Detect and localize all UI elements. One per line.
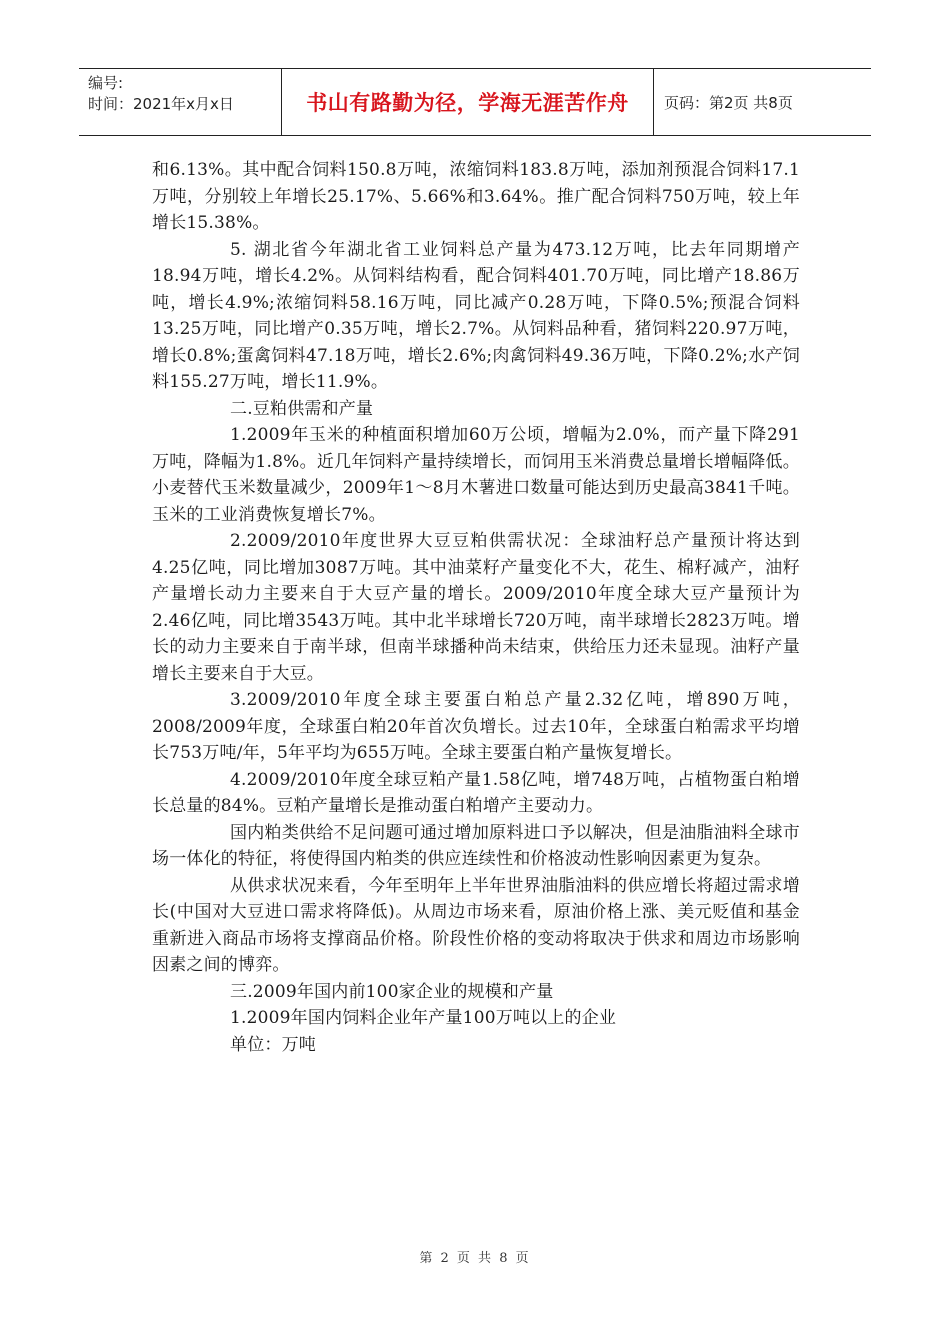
header-meta	[79, 69, 282, 135]
document-body	[152, 157, 800, 1058]
paragraph: 4.2009/2010年度全球豆粕产量1.58亿吨，增748万吨，占植物蛋白粕增长总量的84%。豆粕产量增长是推动蛋白粕增产主要动力。	[152, 769, 800, 816]
paragraph: 和6.13%。其中配合饲料150.8万吨，浓缩饲料183.8万吨，添加剂预混合饲料17.1万吨，分别较上年增长25.17%、5.66%和3.64%。推广配合饲料750万吨，较上年增长15.38%。	[152, 160, 800, 233]
page-footer: 第 2 页 共 8 页	[419, 1251, 531, 1266]
paragraph: 国内粕类供给不足问题可通过增加原料进口予以解决，但是油脂油料全球市场一体化的特征，将使得国内粕类的供应连续性和价格波动性影响因素更为复杂。	[152, 822, 800, 869]
paragraph: 5. 湖北省今年湖北省工业饲料总产量为473.12万吨，比去年同期增产18.94万吨，增长4.2%。从饲料结构看，配合饲料401.70万吨，同比增产18.86万吨，增长4.9%;浓缩饲料58.16万吨，同比减产0.28万吨，下降0.5%;预混合饲料13.25万吨，同比增产0.35万吨，增长2.7%。从饲料品种看，猪饲料220.97万吨，增长0.8%;蛋禽饲料47.18万吨，增长2.6%;肉禽饲料49.36万吨，下降0.2%;水产饲料155.27万吨，增长11.9%。	[152, 239, 800, 392]
header-page-label: 页码：第2页 共8页	[664, 93, 793, 112]
paragraph: 二.豆粕供需和产量	[230, 398, 374, 419]
page-header	[79, 68, 871, 136]
paragraph: 从供求状况来看，今年至明年上半年世界油脂油料的供应增长将超过需求增长(中国对大豆进口需求将降低)。从周边市场来看，原油价格上涨、美元贬值和基金重新进入商品市场将支撑商品价格。阶段性价格的变动将取决于供求和周边市场影响因素之间的博弈。	[152, 875, 800, 975]
header-motto: 书山有路勤为径，学海无涯苦作舟	[282, 69, 654, 135]
date-label: 时间：2021年x月x日	[88, 95, 234, 113]
code-label: 编号:	[88, 74, 124, 92]
paragraph: 3.2009/2010年度全球主要蛋白粕总产量2.32亿吨，增890万吨，2008/2009年度，全球蛋白粕20年首次负增长。过去10年，全球蛋白粕需求平均增长753万吨/年，5年平均为655万吨。全球主要蛋白粕产量恢复增长。	[152, 690, 800, 763]
paragraph: 1.2009年国内饲料企业年产量100万吨以上的企业	[230, 1008, 617, 1028]
paragraph: 单位：万吨	[230, 1034, 316, 1055]
paragraph: 2.2009/2010年度世界大豆豆粕供需状况：全球油籽总产量预计将达到4.25亿吨，同比增加3087万吨。其中油菜籽产量变化不大，花生、棉籽减产，油籽产量增长动力主要来自于大豆产量的增长。2009/2010年度全球大豆产量预计为2.46亿吨，同比增3543万吨。其中北半球增长720万吨，南半球增长2823万吨。增长的动力主要来自于南半球，但南半球播种尚未结束，供给压力还未显现。油籽产量增长主要来自于大豆。	[152, 531, 800, 684]
paragraph: 三.2009年国内前100家企业的规模和产量	[230, 981, 554, 1002]
paragraph: 1.2009年玉米的种植面积增加60万公顷，增幅为2.0%，而产量下降291 万吨，降幅为1.8%。近几年饲料产量持续增长，而饲用玉米消费总量增长增幅降低。小麦替代玉米数量减少，2009年1～8月木薯进口数量可能达到历史最高3841千吨。玉米的工业消费恢复增长7%。	[152, 425, 800, 525]
